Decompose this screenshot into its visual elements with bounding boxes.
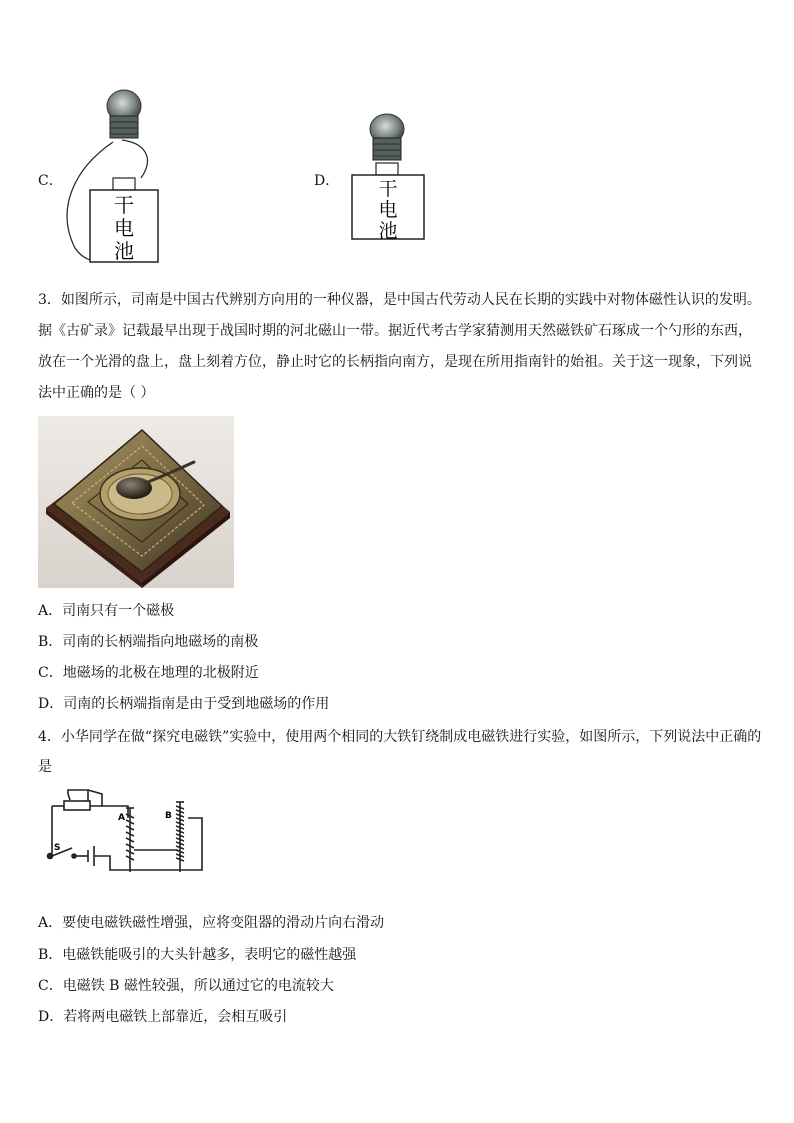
switch-label: S (54, 843, 61, 853)
option-d-label: D． (314, 173, 340, 189)
electromagnet-circuit-diagram (38, 788, 213, 880)
battery-char-3: 池 (114, 239, 134, 263)
battery-d-char-2: 电 (378, 199, 398, 221)
battery-d-char-3: 池 (378, 220, 398, 242)
nail-b-label: B (165, 811, 172, 821)
battery-d-char-1: 干 (378, 178, 398, 200)
battery-char-1: 干 (114, 193, 134, 217)
q3-option-b: B．司南的长柄端指向地磁场的南极 (38, 634, 259, 650)
q3-line-1: 3．如图所示，司南是中国古代辨别方向用的一种仪器，是中国古代劳动人民在长期的实践中对物体磁性认识的发明。 (38, 292, 761, 308)
battery-char-2: 电 (114, 216, 134, 240)
figure-c-bulb-battery (55, 88, 175, 268)
q4-line-1: 4．小华同学在做“探究电磁铁”实验中，使用两个相同的大铁钉绕制成电磁铁进行实验，如图所示，下列说法中正确的 (38, 729, 762, 745)
q3-line-3: 放在一个光滑的盘上，盘上刻着方位，静止时它的长柄指向南方，是现在所用指南针的始祖。关于这一现象，下列说 (38, 354, 752, 370)
nail-a-label: A (118, 813, 125, 823)
sinan-compass-photo (38, 416, 234, 588)
q4-option-b: B．电磁铁能吸引的大头针越多，表明它的磁性越强 (38, 947, 357, 963)
figure-d-bulb-battery (345, 113, 445, 243)
q3-option-c: C．地磁场的北极在地理的北极附近 (38, 665, 259, 681)
q4-option-c: C．电磁铁 B 磁性较强，所以通过它的电流较大 (38, 978, 334, 994)
q3-line-4: 法中正确的是（ ） (38, 385, 155, 401)
q3-option-d: D．司南的长柄端指南是由于受到地磁场的作用 (38, 696, 330, 712)
option-c-label: C． (38, 173, 63, 189)
q3-line-2: 据《古矿录》记载最早出现于战国时期的河北磁山一带。据近代考古学家猜测用天然磁铁矿石琢成一个勺形的东西， (38, 323, 752, 339)
q4-line-2: 是 (38, 759, 52, 775)
q3-option-a: A．司南只有一个磁极 (38, 603, 175, 619)
q4-option-a: A．要使电磁铁磁性增强，应将变阻器的滑动片向右滑动 (38, 915, 385, 931)
q4-option-d: D．若将两电磁铁上部靠近，会相互吸引 (38, 1009, 288, 1025)
